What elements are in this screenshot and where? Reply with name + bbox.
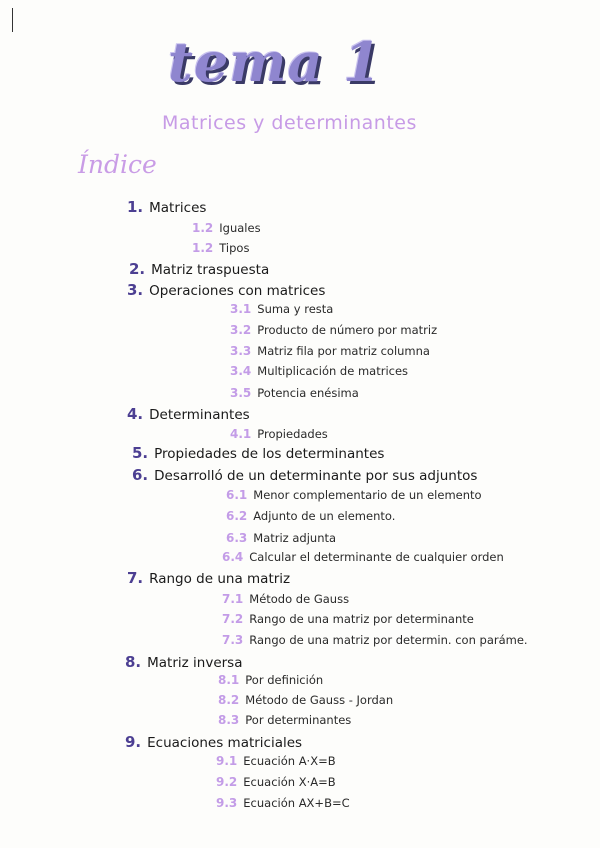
index-subentry-3-2: 3.2 Producto de número por matriz bbox=[230, 323, 438, 337]
index-entry-9: 9. Ecuaciones matriciales bbox=[125, 733, 303, 751]
index-subentry-8-1: 8.1 Por definición bbox=[218, 673, 324, 687]
index-entry-1: 1. Matrices bbox=[127, 198, 207, 216]
index-subentry-3-3: 3.3 Matriz fila por matriz columna bbox=[230, 344, 430, 358]
index-subentry-6-4: 6.4 Calcular el determinante de cualquier orden bbox=[222, 550, 504, 564]
index-subentry-6-1: 6.1 Menor complementario de un elemento bbox=[226, 488, 482, 502]
margin-mark bbox=[12, 8, 13, 32]
index-subentry-1-2b: 1.2 Tipos bbox=[192, 241, 250, 255]
index-heading: Índice bbox=[78, 150, 157, 179]
index-subentry-3-4: 3.4 Multiplicación de matrices bbox=[230, 364, 409, 378]
index-entry-7: 7. Rango de una matriz bbox=[127, 569, 291, 587]
index-subentry-6-3: 6.3 Matriz adjunta bbox=[226, 531, 337, 545]
index-subentry-1-2a: 1.2 Iguales bbox=[192, 221, 261, 235]
index-entry-2: 2. Matriz traspuesta bbox=[129, 260, 270, 278]
index-subentry-8-3: 8.3 Por determinantes bbox=[218, 713, 352, 727]
index-entry-6: 6. Desarrolló de un determinante por sus adjuntos bbox=[132, 466, 478, 484]
index-entry-4: 4. Determinantes bbox=[127, 405, 250, 423]
index-subentry-9-1: 9.1 Ecuación A·X=B bbox=[216, 754, 336, 768]
index-entry-3: 3. Operaciones con matrices bbox=[127, 281, 326, 299]
index-subentry-9-2: 9.2 Ecuación X·A=B bbox=[216, 775, 336, 789]
index-subentry-8-2: 8.2 Método de Gauss - Jordan bbox=[218, 693, 394, 707]
index-subentry-7-2: 7.2 Rango de una matriz por determinante bbox=[222, 612, 474, 626]
index-subentry-4-1: 4.1 Propiedades bbox=[230, 427, 328, 441]
index-entry-5: 5. Propiedades de los determinantes bbox=[132, 444, 385, 462]
index-subentry-3-5: 3.5 Potencia enésima bbox=[230, 386, 359, 400]
index-subentry-6-2: 6.2 Adjunto de un elemento. bbox=[226, 509, 396, 523]
index-subentry-7-3: 7.3 Rango de una matriz por determin. con paráme. bbox=[222, 633, 528, 647]
index-subentry-3-1: 3.1 Suma y resta bbox=[230, 302, 334, 316]
index-entry-8: 8. Matriz inversa bbox=[125, 653, 243, 671]
index-subentry-9-3: 9.3 Ecuación AX+B=C bbox=[216, 796, 350, 810]
page-subtitle: Matrices y determinantes bbox=[162, 112, 417, 134]
page-title: tema 1 bbox=[168, 30, 382, 94]
index-subentry-7-1: 7.1 Método de Gauss bbox=[222, 592, 350, 606]
